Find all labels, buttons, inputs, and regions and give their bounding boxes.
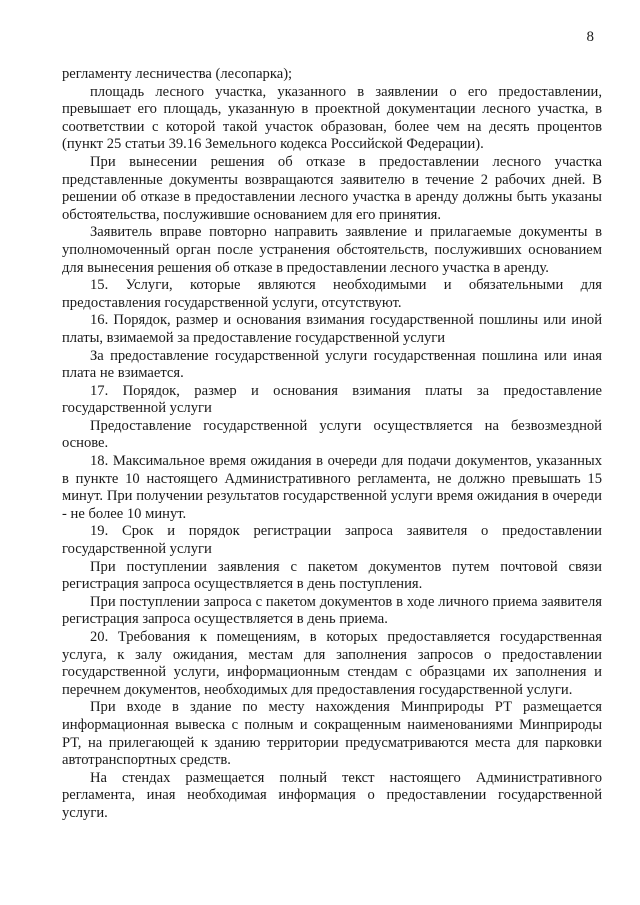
document-body <box>62 66 602 823</box>
paragraph: За предоставление государственной услуги государственная пошлина или иная плата не взимается. <box>62 347 602 382</box>
paragraph: При поступлении заявления с пакетом документов путем почтовой связи регистрация запроса осуществляется в день поступления. <box>62 558 602 593</box>
paragraph: Предоставление государственной услуги осуществляется на безвозмездной основе. <box>62 417 602 452</box>
section-heading: 15. Услуги, которые являются необходимыми и обязательными для предоставления государственной услуги, отсутствуют. <box>62 277 602 311</box>
paragraph: При входе в здание по месту нахождения Минприроды РТ размещается информационная вывеска с полным и сокращенным наименованиями Минприроды РТ, на прилегающей к зданию территории предусматриваются места для парковки автотранспортных средств. <box>62 699 602 769</box>
paragraph: При поступлении запроса с пакетом документов в ходе личного приема заявителя регистрация запроса осуществляется в день приема. <box>62 593 602 628</box>
paragraph: При вынесении решения об отказе в предоставлении лесного участка представленные документы возвращаются заявителю в течение 2 рабочих дней. В решении об отказе в предоставлении лесного участка в аренду должны быть указаны обстоятельства, послужившие основанием для его принятия. <box>62 153 602 223</box>
paragraph: Заявитель вправе повторно направить заявление и прилагаемые документы в уполномоченный орган после устранения обстоятельств, послуживших основанием для вынесения решения об отказе в предоставлении лесного участка в аренду. <box>62 224 602 276</box>
paragraph: регламенту лесничества (лесопарка); <box>62 66 293 82</box>
page-number: 8 <box>586 29 594 45</box>
section-heading: 20. Требования к помещениям, в которых предоставляется государственная услуга, к залу ожидания, местам для заполнения запросов о предоставлении государственной услуги, информационным стендам с образцами их заполнения и перечнем документов, необходимых для предоставления государственной услуги. <box>62 629 602 698</box>
paragraph: На стендах размещается полный текст настоящего Административного регламента, иная необходимая информация о предоставлении государственной услуги. <box>62 769 602 821</box>
section-heading: 18. Максимальное время ожидания в очереди для подачи документов, указанных в пункте 10 настоящего Административного регламента, не должно превышать 15 минут. При получении результатов государственной услуги время ожидания в очереди - не более 10 минут. <box>62 453 602 522</box>
section-heading: 17. Порядок, размер и основания взимания платы за предоставление государственной услуги <box>62 382 602 417</box>
section-heading: 19. Срок и порядок регистрации запроса заявителя о предоставлении государственной услуги <box>62 523 602 558</box>
section-heading: 16. Порядок, размер и основания взимания государственной пошлины или иной платы, взимаемой за предоставление государственной услуги <box>62 312 602 346</box>
paragraph: площадь лесного участка, указанного в заявлении о его предоставлении, превышает его площадь, указанную в проектной документации лесного участка, в соответствии с которой такой участок образован, более чем на десять процентов (пункт 25 статьи 39.16 Земельного кодекса Российской Федерации). <box>62 83 602 153</box>
